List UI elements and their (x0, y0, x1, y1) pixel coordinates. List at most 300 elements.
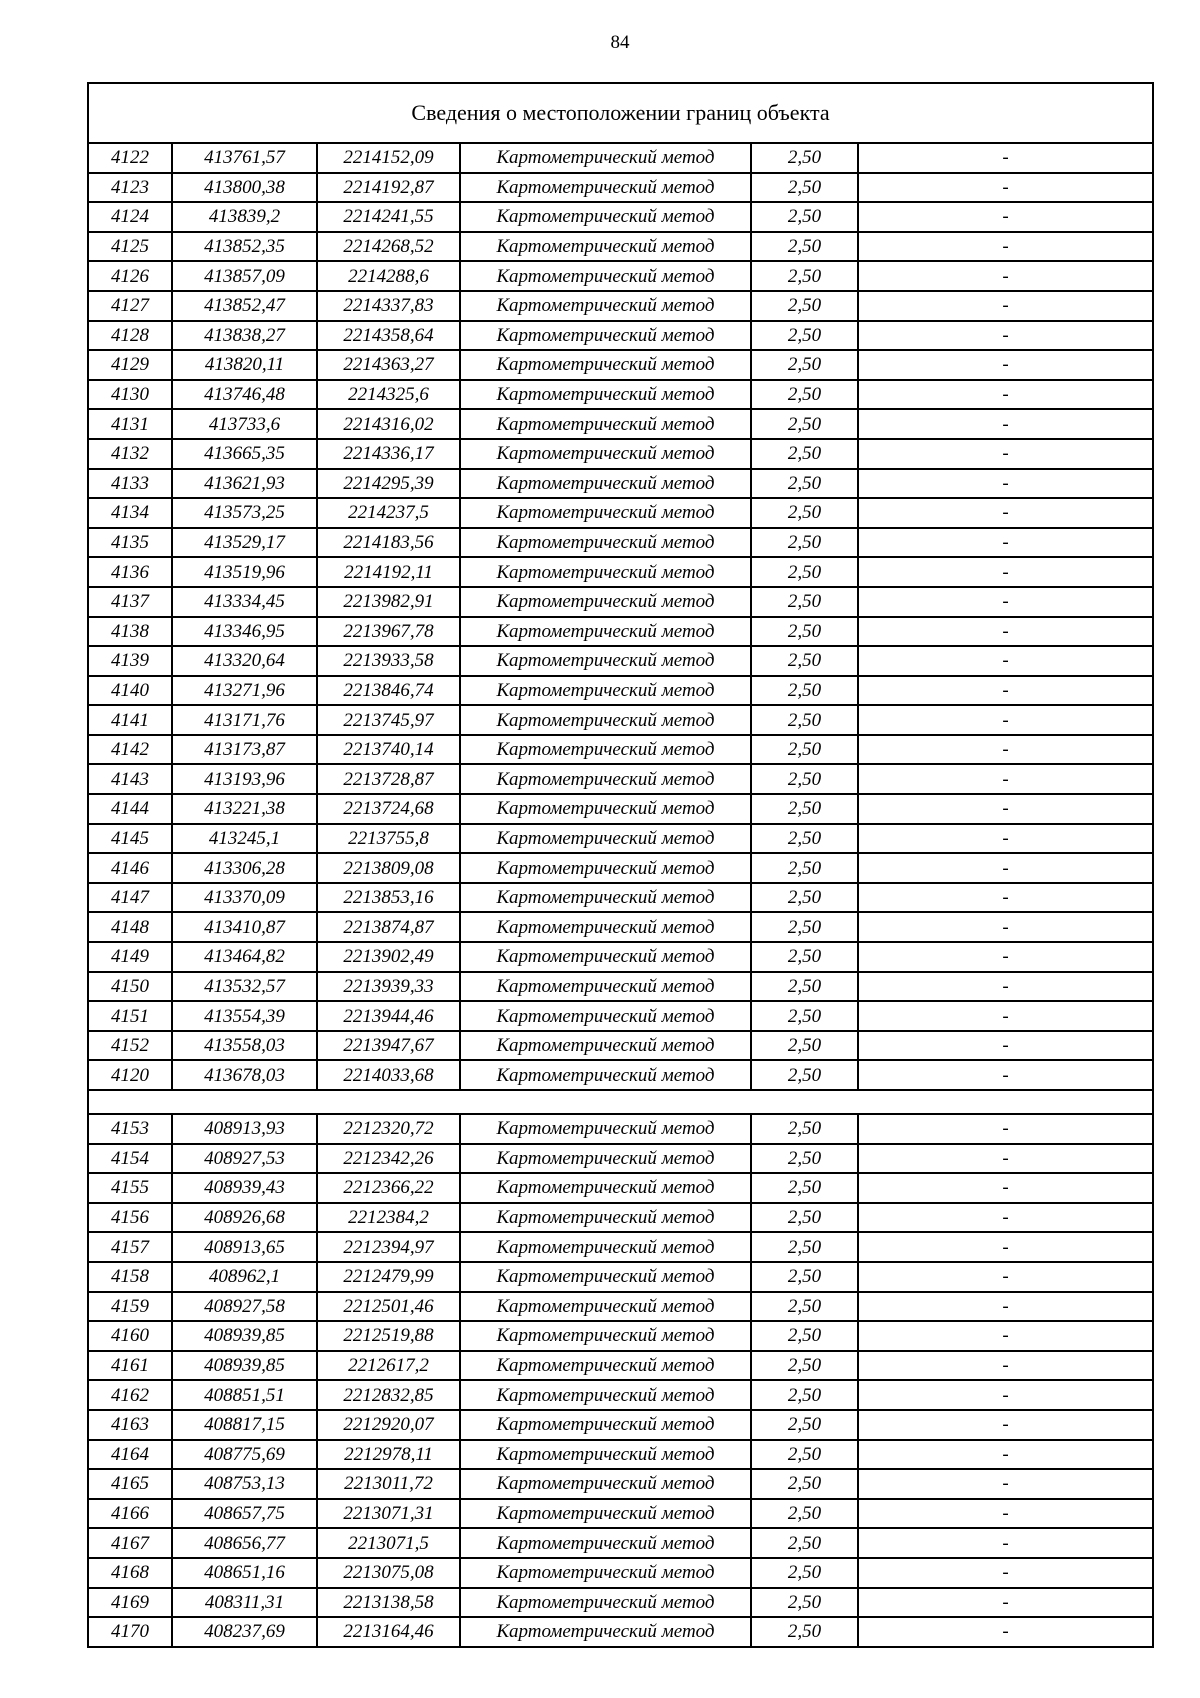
accuracy-cell: 2,50 (751, 498, 858, 528)
table-row (88, 1410, 1153, 1440)
method-cell: Картометрический метод (460, 291, 751, 321)
description-cell: - (858, 646, 1153, 676)
method-cell: Картометрический метод (460, 1410, 751, 1440)
y-coordinate-cell: 2213933,58 (317, 646, 460, 676)
point-number-cell: 4153 (88, 1114, 172, 1144)
point-number-cell: 4166 (88, 1499, 172, 1529)
x-coordinate-cell: 413558,03 (172, 1031, 317, 1061)
description-cell: - (858, 735, 1153, 765)
table-title: Сведения о местоположении границ объекта (88, 83, 1153, 143)
point-number-cell: 4142 (88, 735, 172, 765)
point-number-cell: 4144 (88, 794, 172, 824)
accuracy-cell: 2,50 (751, 232, 858, 262)
accuracy-cell: 2,50 (751, 1060, 858, 1090)
accuracy-cell: 2,50 (751, 1203, 858, 1233)
method-cell: Картометрический метод (460, 646, 751, 676)
description-cell: - (858, 1588, 1153, 1618)
y-coordinate-cell: 2214337,83 (317, 291, 460, 321)
accuracy-cell: 2,50 (751, 794, 858, 824)
accuracy-cell: 2,50 (751, 1114, 858, 1144)
point-number-cell: 4168 (88, 1558, 172, 1588)
accuracy-cell: 2,50 (751, 617, 858, 647)
table-row (88, 1321, 1153, 1351)
accuracy-cell: 2,50 (751, 1380, 858, 1410)
point-number-cell: 4169 (88, 1588, 172, 1618)
table-row (88, 1203, 1153, 1233)
method-cell: Картометрический метод (460, 853, 751, 883)
point-number-cell: 4131 (88, 409, 172, 439)
y-coordinate-cell: 2214192,11 (317, 557, 460, 587)
table-row (88, 409, 1153, 439)
accuracy-cell: 2,50 (751, 1351, 858, 1381)
table-row (88, 676, 1153, 706)
accuracy-cell: 2,50 (751, 1262, 858, 1292)
table-row (88, 1001, 1153, 1031)
method-cell: Картометрический метод (460, 1528, 751, 1558)
x-coordinate-cell: 408939,85 (172, 1321, 317, 1351)
method-cell: Картометрический метод (460, 1262, 751, 1292)
y-coordinate-cell: 2212920,07 (317, 1410, 460, 1440)
accuracy-cell: 2,50 (751, 764, 858, 794)
point-number-cell: 4156 (88, 1203, 172, 1233)
table-row (88, 261, 1153, 291)
table-row (88, 1173, 1153, 1203)
description-cell: - (858, 173, 1153, 203)
description-cell: - (858, 794, 1153, 824)
x-coordinate-cell: 413532,57 (172, 972, 317, 1002)
x-coordinate-cell: 413171,76 (172, 705, 317, 735)
accuracy-cell: 2,50 (751, 883, 858, 913)
table-row (88, 794, 1153, 824)
y-coordinate-cell: 2214152,09 (317, 143, 460, 173)
description-cell: - (858, 1232, 1153, 1262)
y-coordinate-cell: 2212832,85 (317, 1380, 460, 1410)
method-cell: Картометрический метод (460, 1440, 751, 1470)
x-coordinate-cell: 408851,51 (172, 1380, 317, 1410)
point-number-cell: 4147 (88, 883, 172, 913)
y-coordinate-cell: 2213745,97 (317, 705, 460, 735)
method-cell: Картометрический метод (460, 617, 751, 647)
x-coordinate-cell: 408753,13 (172, 1469, 317, 1499)
x-coordinate-cell: 408913,93 (172, 1114, 317, 1144)
y-coordinate-cell: 2214241,55 (317, 202, 460, 232)
method-cell: Картометрический метод (460, 232, 751, 262)
method-cell: Картометрический метод (460, 439, 751, 469)
x-coordinate-cell: 408926,68 (172, 1203, 317, 1233)
point-number-cell: 4151 (88, 1001, 172, 1031)
method-cell: Картометрический метод (460, 498, 751, 528)
description-cell: - (858, 824, 1153, 854)
method-cell: Картометрический метод (460, 1558, 751, 1588)
table-row (88, 321, 1153, 351)
x-coordinate-cell: 413173,87 (172, 735, 317, 765)
table-header-row (88, 83, 1153, 143)
table-row (88, 1380, 1153, 1410)
table-row (88, 1351, 1153, 1381)
point-number-cell: 4140 (88, 676, 172, 706)
table-row (88, 1262, 1153, 1292)
x-coordinate-cell: 408962,1 (172, 1262, 317, 1292)
y-coordinate-cell: 2213902,49 (317, 942, 460, 972)
table-row (88, 1440, 1153, 1470)
description-cell: - (858, 912, 1153, 942)
description-cell: - (858, 972, 1153, 1002)
point-number-cell: 4125 (88, 232, 172, 262)
table-row (88, 202, 1153, 232)
x-coordinate-cell: 413820,11 (172, 350, 317, 380)
y-coordinate-cell: 2213944,46 (317, 1001, 460, 1031)
method-cell: Картометрический метод (460, 143, 751, 173)
x-coordinate-cell: 413245,1 (172, 824, 317, 854)
point-number-cell: 4122 (88, 143, 172, 173)
x-coordinate-cell: 413838,27 (172, 321, 317, 351)
x-coordinate-cell: 413678,03 (172, 1060, 317, 1090)
accuracy-cell: 2,50 (751, 646, 858, 676)
table-row (88, 528, 1153, 558)
method-cell: Картометрический метод (460, 883, 751, 913)
y-coordinate-cell: 2214295,39 (317, 469, 460, 499)
method-cell: Картометрический метод (460, 824, 751, 854)
method-cell: Картометрический метод (460, 173, 751, 203)
table-row (88, 1060, 1153, 1090)
table-row (88, 912, 1153, 942)
method-cell: Картометрический метод (460, 1173, 751, 1203)
point-number-cell: 4134 (88, 498, 172, 528)
y-coordinate-cell: 2212320,72 (317, 1114, 460, 1144)
x-coordinate-cell: 413519,96 (172, 557, 317, 587)
method-cell: Картометрический метод (460, 972, 751, 1002)
table-row (88, 1528, 1153, 1558)
accuracy-cell: 2,50 (751, 705, 858, 735)
x-coordinate-cell: 413761,57 (172, 143, 317, 173)
accuracy-cell: 2,50 (751, 735, 858, 765)
accuracy-cell: 2,50 (751, 1173, 858, 1203)
table-row (88, 1114, 1153, 1144)
table-row (88, 1617, 1153, 1647)
table-row (88, 557, 1153, 587)
y-coordinate-cell: 2212479,99 (317, 1262, 460, 1292)
method-cell: Картометрический метод (460, 1031, 751, 1061)
x-coordinate-cell: 413852,35 (172, 232, 317, 262)
y-coordinate-cell: 2213809,08 (317, 853, 460, 883)
method-cell: Картометрический метод (460, 409, 751, 439)
x-coordinate-cell: 408913,65 (172, 1232, 317, 1262)
y-coordinate-cell: 2212519,88 (317, 1321, 460, 1351)
point-number-cell: 4126 (88, 261, 172, 291)
description-cell: - (858, 1380, 1153, 1410)
table-row (88, 853, 1153, 883)
x-coordinate-cell: 413370,09 (172, 883, 317, 913)
table-row (88, 587, 1153, 617)
point-number-cell: 4161 (88, 1351, 172, 1381)
y-coordinate-cell: 2212978,11 (317, 1440, 460, 1470)
y-coordinate-cell: 2213011,72 (317, 1469, 460, 1499)
y-coordinate-cell: 2214316,02 (317, 409, 460, 439)
description-cell: - (858, 1173, 1153, 1203)
x-coordinate-cell: 413800,38 (172, 173, 317, 203)
table-row (88, 1144, 1153, 1174)
description-cell: - (858, 1528, 1153, 1558)
method-cell: Картометрический метод (460, 794, 751, 824)
accuracy-cell: 2,50 (751, 1558, 858, 1588)
method-cell: Картометрический метод (460, 705, 751, 735)
x-coordinate-cell: 408237,69 (172, 1617, 317, 1647)
method-cell: Картометрический метод (460, 735, 751, 765)
accuracy-cell: 2,50 (751, 173, 858, 203)
method-cell: Картометрический метод (460, 350, 751, 380)
point-number-cell: 4146 (88, 853, 172, 883)
table-row (88, 1292, 1153, 1322)
method-cell: Картометрический метод (460, 1469, 751, 1499)
table-row (88, 232, 1153, 262)
description-cell: - (858, 143, 1153, 173)
point-number-cell: 4130 (88, 380, 172, 410)
point-number-cell: 4129 (88, 350, 172, 380)
table-row (88, 617, 1153, 647)
accuracy-cell: 2,50 (751, 942, 858, 972)
boundary-coordinates-table (87, 82, 1154, 1648)
table-row (88, 1499, 1153, 1529)
description-cell: - (858, 617, 1153, 647)
point-number-cell: 4138 (88, 617, 172, 647)
accuracy-cell: 2,50 (751, 1031, 858, 1061)
description-cell: - (858, 1144, 1153, 1174)
y-coordinate-cell: 2212366,22 (317, 1173, 460, 1203)
table-row (88, 735, 1153, 765)
point-number-cell: 4137 (88, 587, 172, 617)
table-row (88, 1232, 1153, 1262)
point-number-cell: 4136 (88, 557, 172, 587)
point-number-cell: 4155 (88, 1173, 172, 1203)
method-cell: Картометрический метод (460, 380, 751, 410)
description-cell: - (858, 705, 1153, 735)
description-cell: - (858, 1410, 1153, 1440)
accuracy-cell: 2,50 (751, 972, 858, 1002)
accuracy-cell: 2,50 (751, 1499, 858, 1529)
description-cell: - (858, 409, 1153, 439)
x-coordinate-cell: 413320,64 (172, 646, 317, 676)
table-row (88, 646, 1153, 676)
table-row (88, 883, 1153, 913)
y-coordinate-cell: 2213138,58 (317, 1588, 460, 1618)
description-cell: - (858, 1001, 1153, 1031)
point-number-cell: 4150 (88, 972, 172, 1002)
description-cell: - (858, 350, 1153, 380)
accuracy-cell: 2,50 (751, 321, 858, 351)
method-cell: Картометрический метод (460, 1499, 751, 1529)
accuracy-cell: 2,50 (751, 1001, 858, 1031)
x-coordinate-cell: 408939,85 (172, 1351, 317, 1381)
description-cell: - (858, 764, 1153, 794)
point-number-cell: 4162 (88, 1380, 172, 1410)
y-coordinate-cell: 2214268,52 (317, 232, 460, 262)
point-number-cell: 4157 (88, 1232, 172, 1262)
accuracy-cell: 2,50 (751, 439, 858, 469)
method-cell: Картометрический метод (460, 942, 751, 972)
point-number-cell: 4132 (88, 439, 172, 469)
y-coordinate-cell: 2212384,2 (317, 1203, 460, 1233)
point-number-cell: 4163 (88, 1410, 172, 1440)
y-coordinate-cell: 2214288,6 (317, 261, 460, 291)
method-cell: Картометрический метод (460, 1232, 751, 1262)
description-cell: - (858, 587, 1153, 617)
description-cell: - (858, 942, 1153, 972)
description-cell: - (858, 1060, 1153, 1090)
x-coordinate-cell: 413334,45 (172, 587, 317, 617)
y-coordinate-cell: 2213967,78 (317, 617, 460, 647)
description-cell: - (858, 202, 1153, 232)
point-number-cell: 4127 (88, 291, 172, 321)
x-coordinate-cell: 413839,2 (172, 202, 317, 232)
point-number-cell: 4164 (88, 1440, 172, 1470)
method-cell: Картометрический метод (460, 557, 751, 587)
method-cell: Картометрический метод (460, 1351, 751, 1381)
method-cell: Картометрический метод (460, 1144, 751, 1174)
table-row (88, 942, 1153, 972)
point-number-cell: 4145 (88, 824, 172, 854)
x-coordinate-cell: 413221,38 (172, 794, 317, 824)
description-cell: - (858, 1617, 1153, 1647)
description-cell: - (858, 1558, 1153, 1588)
method-cell: Картометрический метод (460, 1588, 751, 1618)
y-coordinate-cell: 2213853,16 (317, 883, 460, 913)
description-cell: - (858, 261, 1153, 291)
description-cell: - (858, 1499, 1153, 1529)
table-row (88, 972, 1153, 1002)
y-coordinate-cell: 2213075,08 (317, 1558, 460, 1588)
accuracy-cell: 2,50 (751, 1617, 858, 1647)
table-row (88, 173, 1153, 203)
description-cell: - (858, 1031, 1153, 1061)
accuracy-cell: 2,50 (751, 824, 858, 854)
description-cell: - (858, 321, 1153, 351)
accuracy-cell: 2,50 (751, 1528, 858, 1558)
description-cell: - (858, 232, 1153, 262)
x-coordinate-cell: 413733,6 (172, 409, 317, 439)
point-number-cell: 4128 (88, 321, 172, 351)
description-cell: - (858, 380, 1153, 410)
y-coordinate-cell: 2214183,56 (317, 528, 460, 558)
accuracy-cell: 2,50 (751, 350, 858, 380)
x-coordinate-cell: 408657,75 (172, 1499, 317, 1529)
y-coordinate-cell: 2213939,33 (317, 972, 460, 1002)
description-cell: - (858, 1351, 1153, 1381)
point-number-cell: 4152 (88, 1031, 172, 1061)
table-row (88, 439, 1153, 469)
accuracy-cell: 2,50 (751, 143, 858, 173)
description-cell: - (858, 883, 1153, 913)
description-cell: - (858, 557, 1153, 587)
point-number-cell: 4123 (88, 173, 172, 203)
description-cell: - (858, 528, 1153, 558)
description-cell: - (858, 1114, 1153, 1144)
method-cell: Картометрический метод (460, 1203, 751, 1233)
y-coordinate-cell: 2213740,14 (317, 735, 460, 765)
y-coordinate-cell: 2213071,31 (317, 1499, 460, 1529)
table-row (88, 143, 1153, 173)
accuracy-cell: 2,50 (751, 1144, 858, 1174)
table-row (88, 705, 1153, 735)
table-row (88, 380, 1153, 410)
table-row (88, 350, 1153, 380)
x-coordinate-cell: 413746,48 (172, 380, 317, 410)
x-coordinate-cell: 413193,96 (172, 764, 317, 794)
y-coordinate-cell: 2214363,27 (317, 350, 460, 380)
page-number: 84 (610, 32, 630, 53)
description-cell: - (858, 469, 1153, 499)
method-cell: Картометрический метод (460, 528, 751, 558)
point-number-cell: 4133 (88, 469, 172, 499)
accuracy-cell: 2,50 (751, 1321, 858, 1351)
point-number-cell: 4139 (88, 646, 172, 676)
y-coordinate-cell: 2214325,6 (317, 380, 460, 410)
accuracy-cell: 2,50 (751, 853, 858, 883)
point-number-cell: 4165 (88, 1469, 172, 1499)
point-number-cell: 4158 (88, 1262, 172, 1292)
x-coordinate-cell: 413857,09 (172, 261, 317, 291)
x-coordinate-cell: 413271,96 (172, 676, 317, 706)
accuracy-cell: 2,50 (751, 528, 858, 558)
x-coordinate-cell: 408775,69 (172, 1440, 317, 1470)
accuracy-cell: 2,50 (751, 557, 858, 587)
table-row (88, 469, 1153, 499)
x-coordinate-cell: 413852,47 (172, 291, 317, 321)
y-coordinate-cell: 2214336,17 (317, 439, 460, 469)
description-cell: - (858, 1203, 1153, 1233)
y-coordinate-cell: 2214358,64 (317, 321, 460, 351)
description-cell: - (858, 498, 1153, 528)
table-row (88, 764, 1153, 794)
y-coordinate-cell: 2213982,91 (317, 587, 460, 617)
accuracy-cell: 2,50 (751, 587, 858, 617)
accuracy-cell: 2,50 (751, 202, 858, 232)
y-coordinate-cell: 2212501,46 (317, 1292, 460, 1322)
y-coordinate-cell: 2212342,26 (317, 1144, 460, 1174)
x-coordinate-cell: 408817,15 (172, 1410, 317, 1440)
separator-row (88, 1090, 1153, 1114)
accuracy-cell: 2,50 (751, 1440, 858, 1470)
point-number-cell: 4143 (88, 764, 172, 794)
method-cell: Картометрический метод (460, 1617, 751, 1647)
y-coordinate-cell: 2213874,87 (317, 912, 460, 942)
y-coordinate-cell: 2214237,5 (317, 498, 460, 528)
y-coordinate-cell: 2214033,68 (317, 1060, 460, 1090)
method-cell: Картометрический метод (460, 587, 751, 617)
y-coordinate-cell: 2213728,87 (317, 764, 460, 794)
method-cell: Картометрический метод (460, 261, 751, 291)
accuracy-cell: 2,50 (751, 1292, 858, 1322)
x-coordinate-cell: 413464,82 (172, 942, 317, 972)
accuracy-cell: 2,50 (751, 291, 858, 321)
method-cell: Картометрический метод (460, 1114, 751, 1144)
point-number-cell: 4120 (88, 1060, 172, 1090)
description-cell: - (858, 439, 1153, 469)
point-number-cell: 4124 (88, 202, 172, 232)
accuracy-cell: 2,50 (751, 469, 858, 499)
method-cell: Картометрический метод (460, 1292, 751, 1322)
method-cell: Картометрический метод (460, 1380, 751, 1410)
y-coordinate-cell: 2213164,46 (317, 1617, 460, 1647)
method-cell: Картометрический метод (460, 469, 751, 499)
y-coordinate-cell: 2212617,2 (317, 1351, 460, 1381)
description-cell: - (858, 1292, 1153, 1322)
point-number-cell: 4170 (88, 1617, 172, 1647)
x-coordinate-cell: 408927,53 (172, 1144, 317, 1174)
x-coordinate-cell: 413621,93 (172, 469, 317, 499)
x-coordinate-cell: 413346,95 (172, 617, 317, 647)
y-coordinate-cell: 2213755,8 (317, 824, 460, 854)
accuracy-cell: 2,50 (751, 380, 858, 410)
